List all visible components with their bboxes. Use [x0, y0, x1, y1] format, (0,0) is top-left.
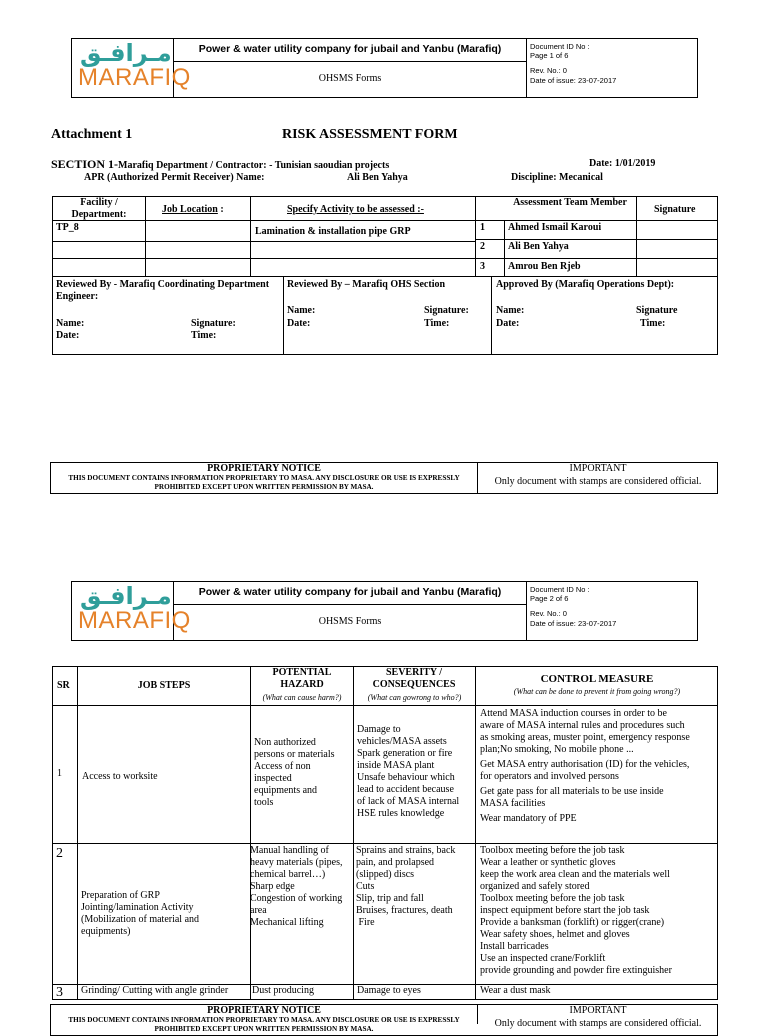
- company-name: Power & water utility company for jubail and Yanbu (Marafiq): [198, 586, 502, 598]
- marafiq-logo-arabic: مـرافـق: [80, 582, 172, 610]
- facility-header: Facility / Department:: [71, 197, 127, 220]
- team-member-name: Ali Ben Yahya: [508, 241, 569, 252]
- important-text: Only document with stamps are considered official.: [494, 1018, 702, 1029]
- section-label: SECTION 1-Marafiq Department / Contractor: - Tunisian saoudian projects: [51, 157, 390, 171]
- issue-date: Date of issue: 23-07-2017: [530, 619, 617, 628]
- discipline: Discipline: Mecanical: [511, 172, 603, 183]
- attachment-label: Attachment 1: [51, 127, 133, 142]
- important-text: Only document with stamps are considered official.: [494, 476, 702, 487]
- form-name: OHSMS Forms: [318, 616, 382, 627]
- form-name: OHSMS Forms: [318, 73, 382, 84]
- reviewed-by-coordinating: Reviewed By - Marafiq Coordinating Department Engineer:: [56, 279, 270, 302]
- signature-header: Signature: [654, 204, 696, 215]
- ops-date-label: Date:: [496, 318, 520, 329]
- page-number: Page 1 of 6: [530, 51, 569, 60]
- marafiq-logo: MARAFIQ: [78, 607, 191, 634]
- issue-date: Date of issue: 23-07-2017: [530, 76, 617, 85]
- col-job-steps-header: JOB STEPS: [137, 680, 191, 691]
- apr-label: APR (Authorized Permit Receiver) Name:: [84, 172, 265, 183]
- company-name: Power & water utility company for jubail and Yanbu (Marafiq): [198, 43, 502, 55]
- document-id: Document ID No :: [530, 42, 590, 51]
- col-control-subheader: (What can be done to prevent it from going wrong?): [513, 687, 681, 696]
- row-sr: 2: [56, 846, 63, 861]
- col-control-header: CONTROL MEASURE: [540, 673, 654, 685]
- ops-name-label: Name:: [496, 305, 525, 316]
- ohs-date-label: Date:: [287, 318, 311, 329]
- ops-time-label: Time:: [640, 318, 666, 329]
- approved-by-operations: Approved By (Marafiq Operations Dept):: [496, 279, 675, 290]
- row-sr: 3: [56, 985, 63, 1000]
- important-title: IMPORTANT: [569, 463, 627, 474]
- revision-number: Rev. No.: 0: [530, 609, 567, 618]
- reviewed-by-ohs: Reviewed By – Marafiq OHS Section: [287, 279, 446, 290]
- notice-title: PROPRIETARY NOTICE: [207, 1005, 321, 1016]
- contractor-text: Marafiq Department / Contractor: - Tunisian saoudian projects: [118, 160, 390, 171]
- row-severity: Sprains and strains, back pain, and prolapsed (slipped) discs Cuts Slip, trip and fall Bruises, fractures, death Fire: [356, 845, 456, 928]
- important-title: IMPORTANT: [569, 1005, 627, 1016]
- row-control-measure: Attend MASA induction courses in order to be aware of MASA internal rules and procedures such as smoking areas, muster point, emergency response plan;No smoking, No mobile phone ... Get MASA entry authorisation (ID) for the vehicles, for operators and involved persons Get gate pass for all materials to be use inside MASA facilities Wear mandatory of PPE: [480, 708, 690, 824]
- marafiq-logo-arabic: مـرافـق: [80, 39, 172, 67]
- team-member-name: Amrou Ben Rjeb: [508, 261, 581, 272]
- marafiq-logo: MARAFIQ: [78, 64, 191, 91]
- row-hazard: Dust producing: [252, 985, 314, 996]
- team-member-name: Ahmed Ismail Karoui: [508, 222, 602, 233]
- coord-name-label: Name:: [56, 318, 85, 329]
- notice-text: THIS DOCUMENT CONTAINS INFORMATION PROPRIETARY TO MASA. ANY DISCLOSURE OR USE IS EXPRESSLY PROHIBITED EXCEPT UPON WRITTEN PERMISSION BY MASA.: [68, 1016, 460, 1033]
- col-severity-subheader: (What can gowrong to who?): [367, 693, 462, 702]
- facility-value: TP_8: [56, 222, 79, 233]
- row-severity: Damage to vehicles/MASA assets Spark generation or fire inside MASA plant Unsafe behaviour which lead to accident because of lack of MASA internal HSE rules knowledge: [357, 724, 460, 819]
- row-job-step: Access to worksite: [82, 771, 158, 782]
- activity-value: Lamination & installation pipe GRP: [255, 226, 411, 237]
- apr-name: Ali Ben Yahya: [347, 172, 408, 183]
- col-sr-header: SR: [57, 680, 70, 691]
- row-severity: Damage to eyes: [357, 985, 421, 996]
- activity-header: Specify Activity to be assessed :-: [287, 204, 424, 215]
- coord-time-label: Time:: [191, 330, 217, 341]
- ohs-signature-label: Signature:: [424, 305, 469, 316]
- assessment-date: Date: 1/01/2019: [589, 158, 656, 169]
- row-control-measure: Toolbox meeting before the job task Wear a leather or synthetic gloves keep the work area clean and the materials well organized and safely stored Toolbox meeting before the job task inspect equipment before start the job task Provide a banksman (forklift) or rigger(crane) Wear safety shoes, helmet and gloves Install barricades Use an inspected crane/Forklift provide grounding and powder fire extinguisher: [480, 845, 672, 976]
- team-member-no: 3: [480, 261, 485, 272]
- col-hazard-header: POTENTIAL HAZARD: [272, 667, 332, 690]
- col-severity-header: SEVERITY / CONSEQUENCES: [372, 667, 456, 690]
- notice-text: THIS DOCUMENT CONTAINS INFORMATION PROPRIETARY TO MASA. ANY DISCLOSURE OR USE IS EXPRESSLY PROHIBITED EXCEPT UPON WRITTEN PERMISSION BY MASA.: [68, 474, 460, 491]
- team-member-no: 2: [480, 241, 485, 252]
- document-id: Document ID No :: [530, 585, 590, 594]
- page-number: Page 2 of 6: [530, 594, 569, 603]
- team-member-no: 1: [480, 222, 485, 233]
- notice-title: PROPRIETARY NOTICE: [207, 463, 321, 474]
- ohs-time-label: Time:: [424, 318, 450, 329]
- form-title: RISK ASSESSMENT FORM: [282, 127, 458, 142]
- row-hazard: Manual handling of heavy materials (pipes, chemical barrel…) Sharp edge Congestion of working area Mechanical lifting: [250, 845, 343, 928]
- revision-number: Rev. No.: 0: [530, 66, 567, 75]
- row-sr: 1: [57, 768, 62, 779]
- row-hazard: Non authorized persons or materials Access of non inspected equipments and tools: [254, 737, 335, 808]
- row-job-step: Grinding/ Cutting with angle grinder: [81, 985, 229, 996]
- col-hazard-subheader: (What can cause harm?): [262, 693, 342, 702]
- coord-signature-label: Signature:: [191, 318, 236, 329]
- row-control-measure: Wear a dust mask: [480, 985, 551, 996]
- coord-date-label: Date:: [56, 330, 80, 341]
- row-job-step: Preparation of GRP Jointing/lamination Activity (Mobilization of material and equipments): [81, 890, 200, 937]
- ops-signature-label: Signature: [636, 305, 678, 316]
- team-header: Assessment Team Member: [513, 197, 627, 208]
- ohs-name-label: Name:: [287, 305, 316, 316]
- job-location-header: Job Location :: [162, 204, 224, 215]
